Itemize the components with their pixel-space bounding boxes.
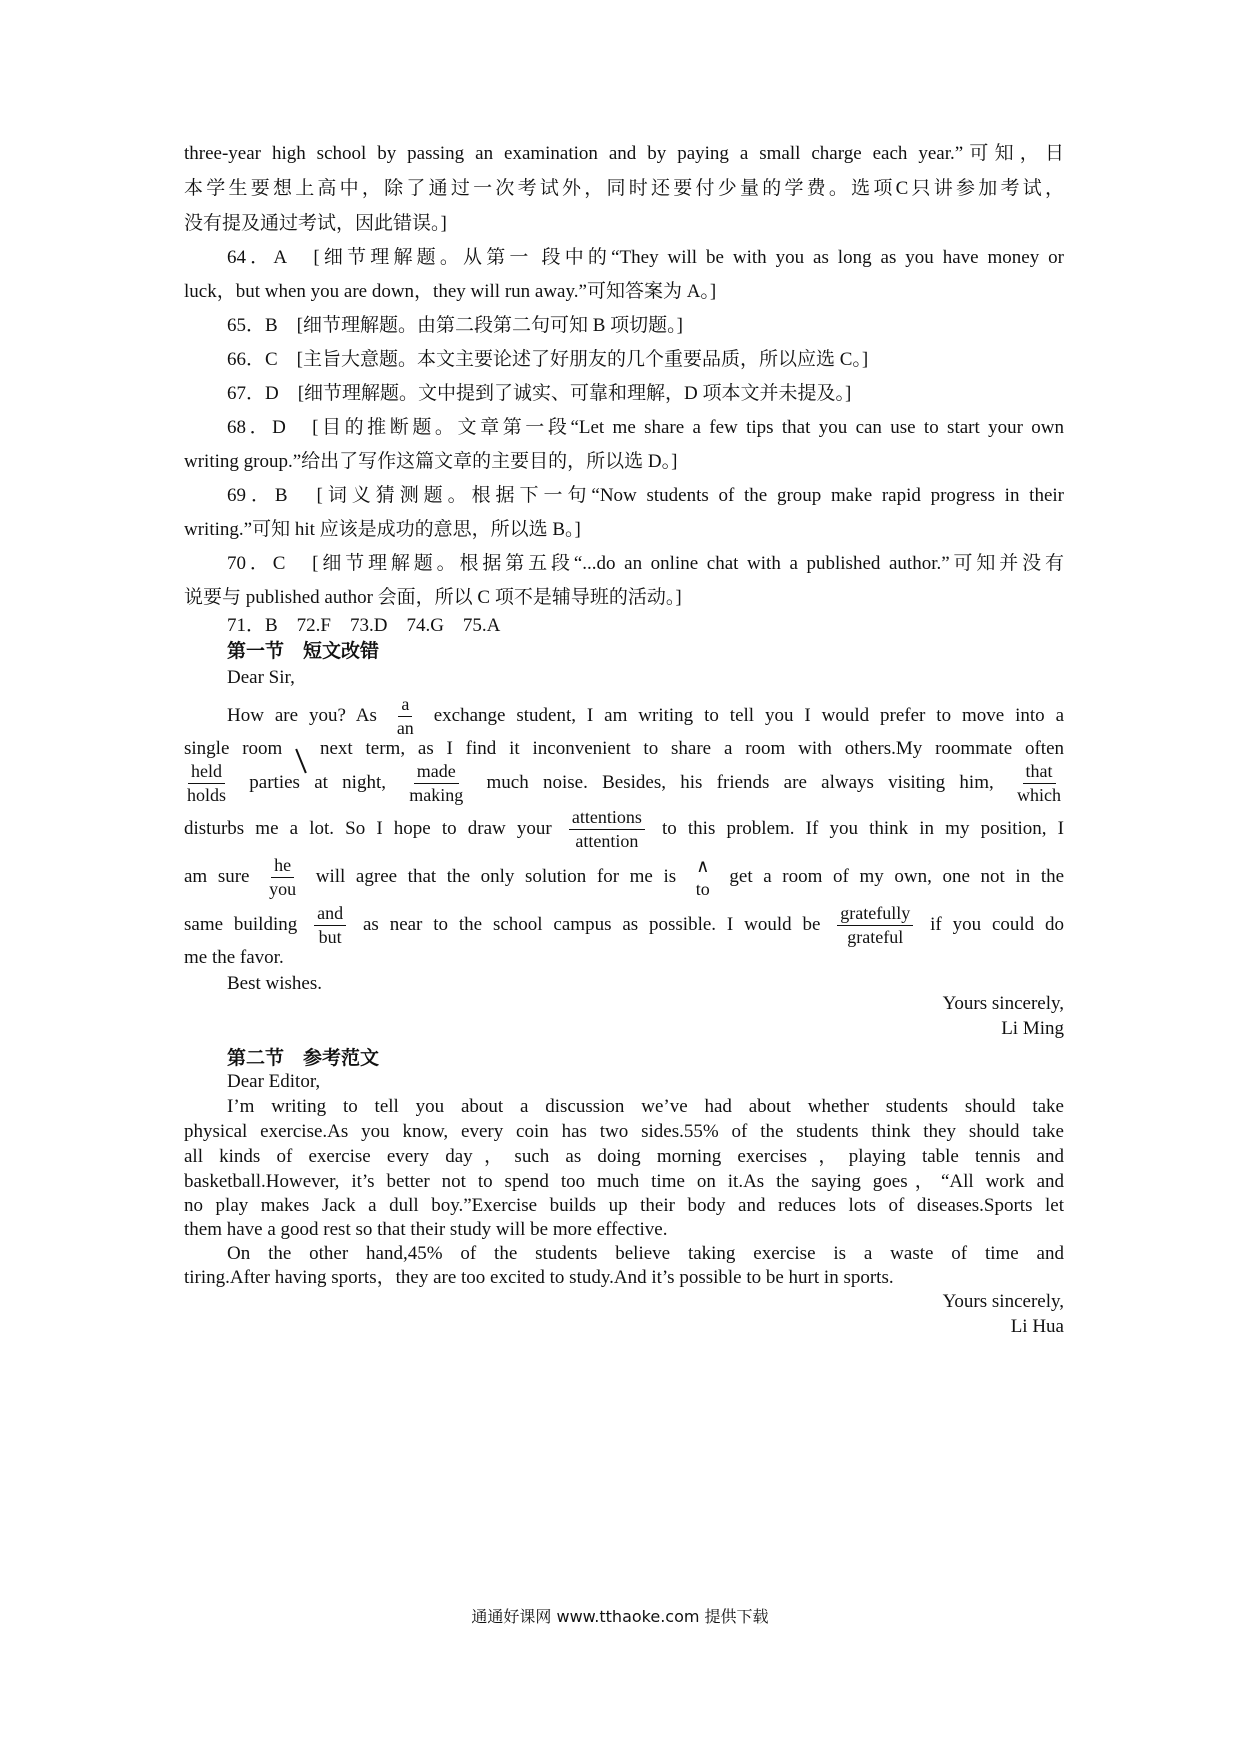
answer-text-line: 本学生要想上高中，除了通过一次考试外，同时还要付少量的学费。选项C只讲参加考试， bbox=[184, 178, 1064, 199]
answer-70-cont: 说要与 published author 会面，所以 C 项不是辅导班的活动。] bbox=[184, 587, 682, 608]
caret-icon: ∧ bbox=[696, 855, 710, 876]
answer-64-cont: luck，but when you are down，they will run away.”可知答案为 A。] bbox=[184, 281, 717, 302]
text: parties at night, bbox=[249, 772, 386, 793]
essay-line: basketball.However, it’s better not to spend too much time on it.As the saying goes，“All work and bbox=[184, 1171, 1064, 1192]
correction-right: an bbox=[396, 718, 414, 739]
correction-right: but bbox=[318, 927, 342, 948]
section2-heading: 第二节 参考范文 bbox=[227, 1048, 380, 1069]
answer-70: 70．C [细节理解题。根据第五段“...do an online chat with a published author.”可知并没有 bbox=[227, 553, 1064, 574]
text: next term, as I find it inconvenient to share a room with others.My roommate often bbox=[319, 738, 1064, 759]
answer-64: 64．A [细节理解题。从第一 段中的“They will be with you as long as you have money or bbox=[227, 247, 1064, 268]
correction-wrong: made bbox=[414, 762, 459, 784]
correction-wrong: that bbox=[1023, 762, 1056, 784]
essay-line: no play makes Jack a dull boy.”Exercise builds up their body and reduces lots of diseases.Sports let bbox=[184, 1195, 1064, 1216]
essay-line: them have a good rest so that their study will be more effective. bbox=[184, 1219, 668, 1240]
text: single room bbox=[184, 738, 283, 759]
section2-greeting: Dear Editor, bbox=[227, 1071, 321, 1092]
text: get a room of my own, one not in the bbox=[729, 866, 1065, 887]
correction-right: making bbox=[409, 785, 464, 806]
text: am sure bbox=[184, 866, 250, 887]
answer-text-line: 没有提及通过考试，因此错误。] bbox=[184, 213, 447, 234]
correction-right: to bbox=[695, 878, 710, 899]
answer-69: 69．B [词义猜测题。根据下一句“Now students of the group make rapid progress in their bbox=[227, 485, 1064, 506]
correction-right: holds bbox=[187, 785, 227, 806]
answer-text-line: three-year high school by passing an examination and by paying a small charge each year.”可知，日 bbox=[184, 143, 1064, 164]
answer-67: 67．D [细节理解题。文中提到了诚实、可靠和理解，D 项本文并未提及。] bbox=[227, 383, 852, 404]
correction-wrong: attentions bbox=[569, 808, 645, 830]
essay-line: physical exercise.As you know, every coin has two sides.55% of the students think they should take bbox=[184, 1121, 1064, 1142]
correction-wrong: held bbox=[188, 762, 225, 784]
page-footer: 通通好课网 www.tthaoke.com 提供下载 bbox=[471, 1607, 769, 1626]
correction-mark bbox=[406, 762, 466, 805]
answer-66: 66．C [主旨大意题。本文主要论述了好朋友的几个重要品质，所以应选 C。] bbox=[227, 349, 869, 370]
correction-wrong: gratefully bbox=[837, 904, 913, 926]
section2-signature: Li Hua bbox=[1010, 1316, 1064, 1337]
correction-mark bbox=[184, 762, 229, 805]
correction-line-7: me the favor. bbox=[184, 947, 284, 968]
text: will agree that the only solution for me is bbox=[315, 866, 677, 887]
correction-wrong: a bbox=[398, 695, 412, 717]
text: to this problem. If you think in my position, I bbox=[661, 818, 1065, 839]
answer-65: 65．B [细节理解题。由第二段第二句可知 B 项切题。] bbox=[227, 315, 684, 336]
essay-line: On the other hand,45% of the students believe taking exercise is a waste of time and bbox=[227, 1243, 1064, 1264]
insertion-mark bbox=[693, 857, 713, 899]
text: exchange student, I am writing to tell you I would prefer to move into a bbox=[433, 705, 1065, 726]
section2-signoff: Yours sincerely, bbox=[942, 1291, 1064, 1312]
answer-71-75: 71．B 72.F 73.D 74.G 75.A bbox=[227, 615, 501, 636]
essay-line: all kinds of exercise every day，such as doing morning exercises，playing table tennis and bbox=[184, 1146, 1064, 1167]
essay-line: I’m writing to tell you about a discussion we’ve had about whether students should take bbox=[227, 1096, 1064, 1117]
correction-right: you bbox=[269, 879, 297, 900]
section1-heading: 第一节 短文改错 bbox=[227, 641, 380, 662]
correction-right: attention bbox=[575, 831, 639, 852]
text: much noise. Besides, his friends are always visiting him, bbox=[486, 772, 994, 793]
section1-closing: Best wishes. bbox=[227, 973, 322, 994]
correction-mark bbox=[266, 856, 299, 899]
section1-signature: Li Ming bbox=[1001, 1018, 1064, 1039]
correction-right: grateful bbox=[847, 927, 904, 948]
answer-68: 68．D [目的推断题。文章第一段“Let me share a few tips that you can use to start your own bbox=[227, 417, 1064, 438]
text: same building bbox=[184, 914, 298, 935]
correction-wrong: and bbox=[314, 904, 346, 926]
essay-line: tiring.After having sports，they are too excited to study.And it’s possible to be hurt in sports. bbox=[184, 1267, 894, 1288]
text: if you could do bbox=[930, 914, 1065, 935]
text: How are you? As bbox=[227, 705, 377, 726]
correction-mark bbox=[569, 808, 645, 851]
section1-greeting: Dear Sir, bbox=[227, 667, 295, 688]
text: disturbs me a lot. So I hope to draw your bbox=[184, 818, 552, 839]
text: as near to the school campus as possible. I would be bbox=[363, 914, 821, 935]
correction-right: which bbox=[1017, 785, 1062, 806]
correction-wrong: he bbox=[271, 856, 294, 878]
correction-mark bbox=[1014, 762, 1064, 805]
section1-signoff: Yours sincerely, bbox=[942, 993, 1064, 1014]
answer-68-cont: writing group.”给出了写作这篇文章的主要目的，所以选 D。] bbox=[184, 451, 678, 472]
answer-69-cont: writing.”可知 hit 应该是成功的意思，所以选 B。] bbox=[184, 519, 581, 540]
